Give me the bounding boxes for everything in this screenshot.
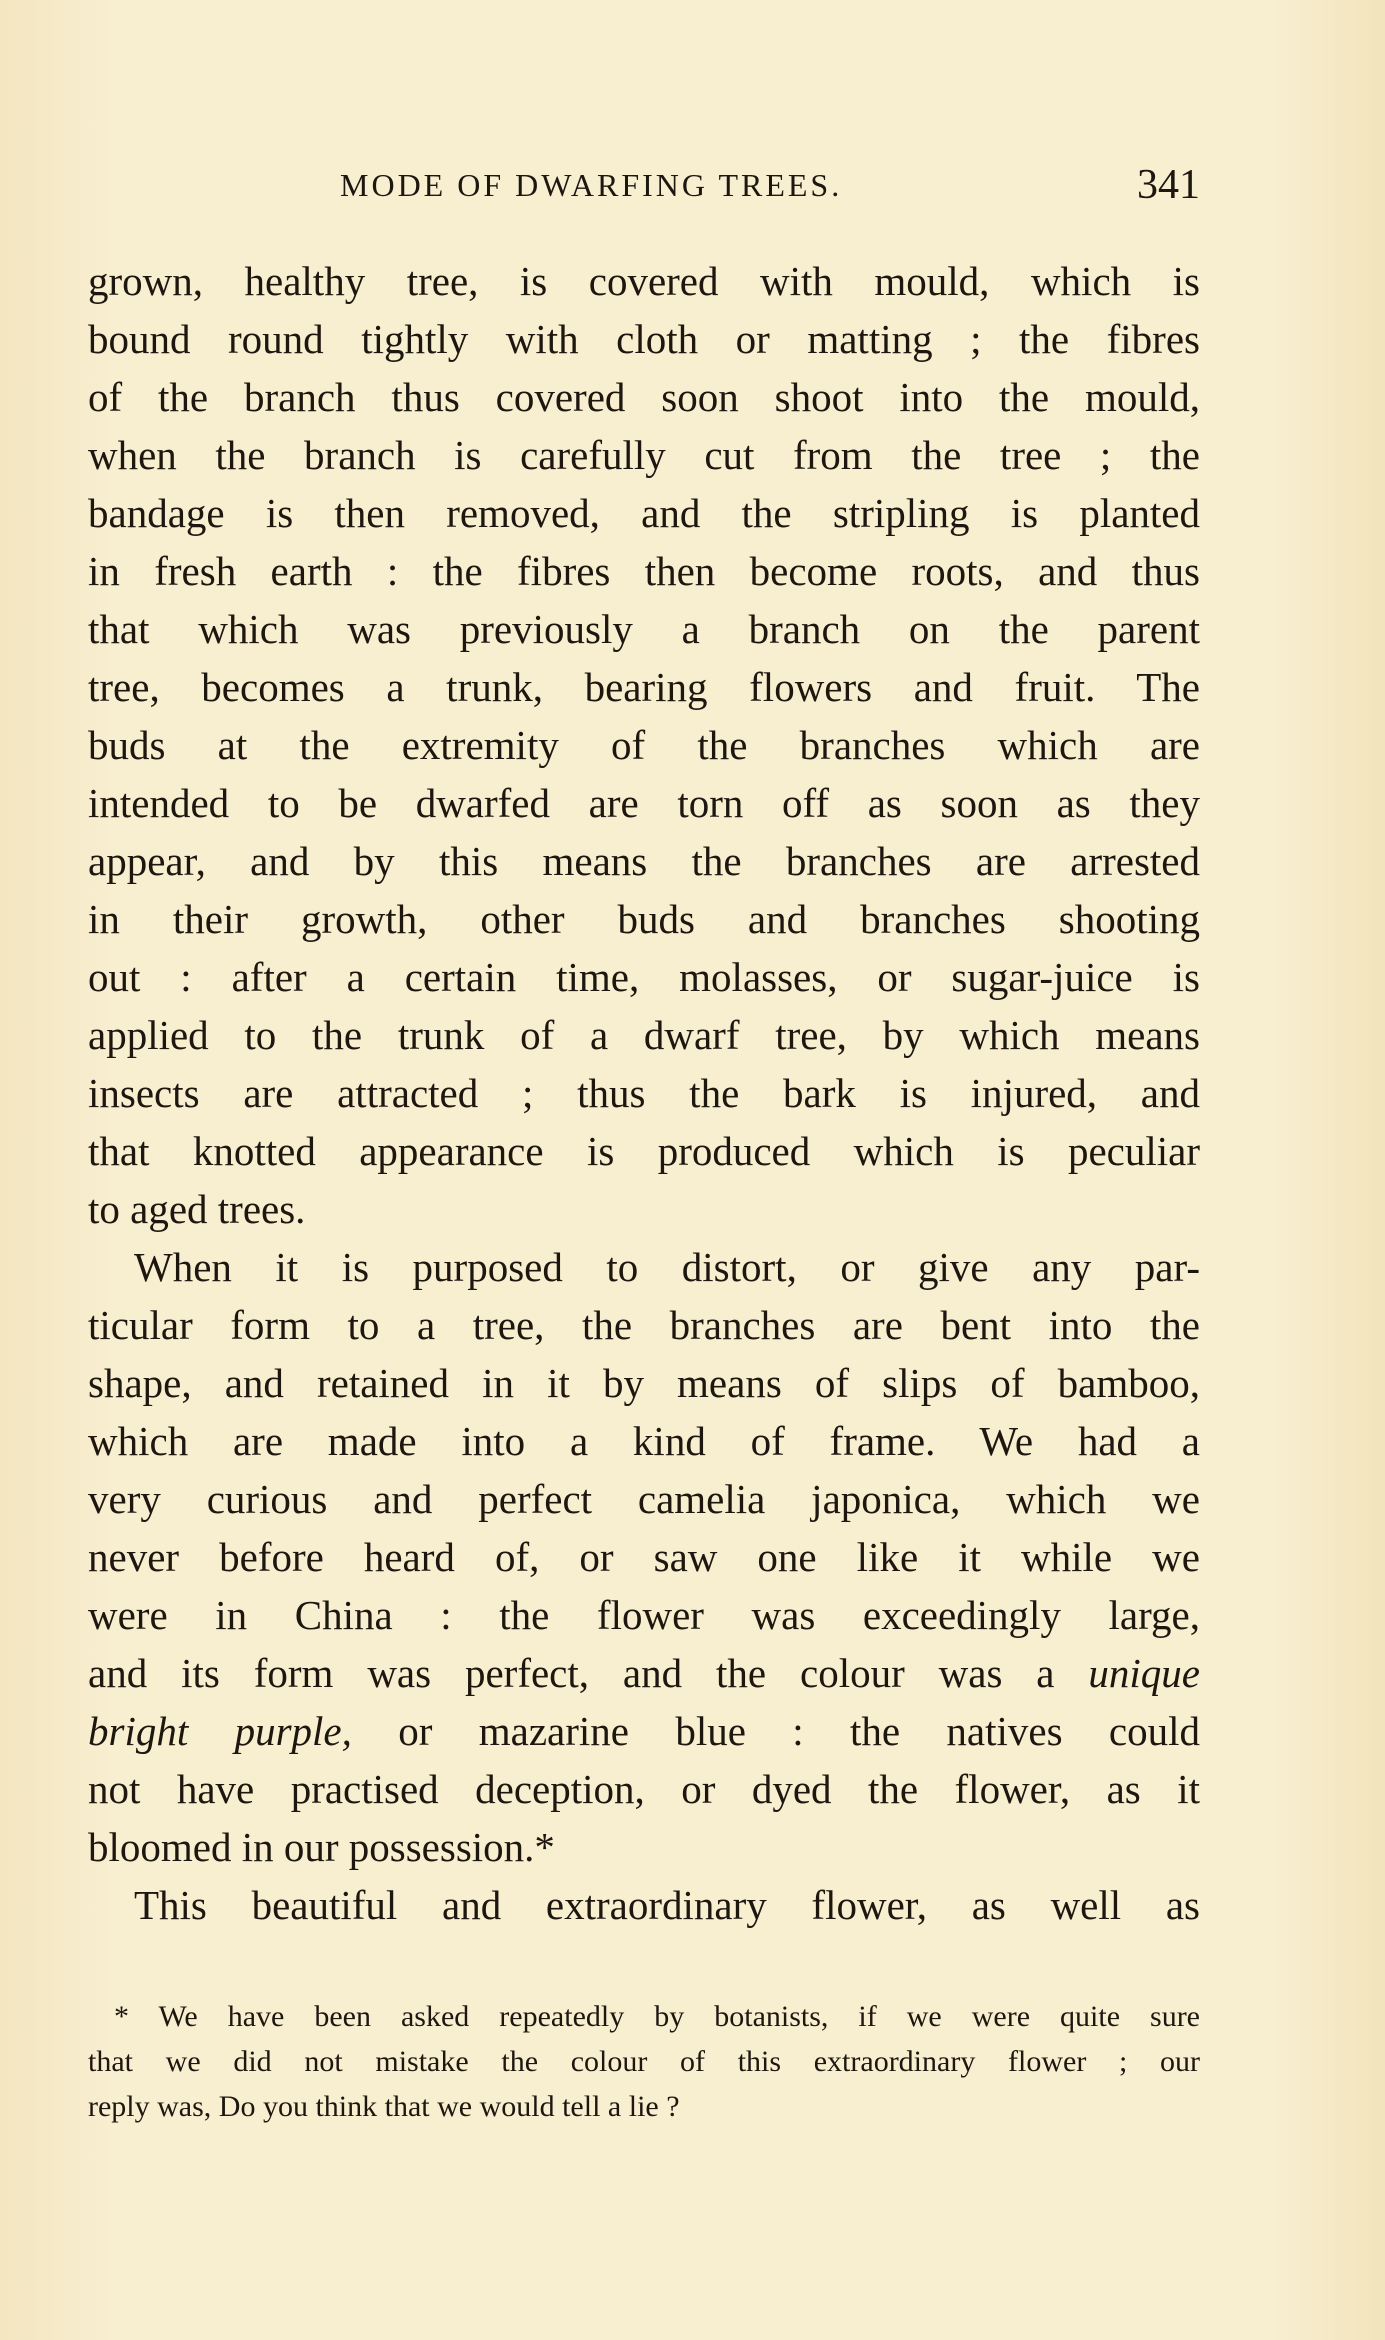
text-line: shape, and retained in it by means of slips of bamboo,	[88, 1360, 1200, 1406]
text-line: out : after a certain time, molasses, or sugar-juice is	[88, 954, 1200, 1000]
text-line	[88, 1702, 1200, 1760]
text-line: were in China : the flower was exceedingly large,	[88, 1592, 1200, 1638]
text-segment: or mazarine blue : the natives could	[398, 1708, 1201, 1754]
body-text	[88, 252, 1200, 1934]
paragraph-start-line: When it is purposed to distort, or give any par-	[134, 1244, 1200, 1290]
text-line: in fresh earth : the fibres then become roots, and thus	[88, 548, 1200, 594]
italic-text: unique	[1088, 1650, 1200, 1696]
text-line: bound round tightly with cloth or matting ; the fibres	[88, 316, 1200, 362]
footnote-line: * We have been asked repeatedly by botanists, if we were quite sure	[114, 2000, 1200, 2033]
running-head: MODE OF DWARFING TREES.	[340, 167, 843, 203]
text-segment: and its form was perfect, and the colour was a	[88, 1650, 1055, 1696]
text-line: to aged trees.	[88, 1186, 306, 1232]
page-number: 341	[1137, 162, 1200, 208]
italic-text: bright purple,	[88, 1708, 352, 1754]
text-line: of the branch thus covered soon shoot into the mould,	[88, 374, 1200, 420]
text-line: very curious and perfect camelia japonica, which we	[88, 1476, 1200, 1522]
footnote-line: reply was, Do you think that we would tell a lie ?	[88, 2090, 680, 2123]
text-line: bloomed in our possession.*	[88, 1824, 555, 1870]
text-line: when the branch is carefully cut from the tree ; the	[88, 432, 1200, 478]
text-line: never before heard of, or saw one like it while we	[88, 1534, 1200, 1580]
footnote-line: that we did not mistake the colour of this extraordinary flower ; our	[88, 2045, 1200, 2078]
text-line: buds at the extremity of the branches which are	[88, 722, 1200, 768]
text-line: intended to be dwarfed are torn off as soon as they	[88, 780, 1200, 826]
text-line: bandage is then removed, and the stripling is planted	[88, 490, 1200, 536]
text-line: not have practised deception, or dyed the flower, as it	[88, 1766, 1200, 1812]
text-line: ticular form to a tree, the branches are bent into the	[88, 1302, 1200, 1348]
text-line	[88, 1644, 1200, 1702]
text-line: tree, becomes a trunk, bearing flowers and fruit. The	[88, 664, 1200, 710]
page-header	[340, 160, 1200, 210]
text-line: that knotted appearance is produced which is peculiar	[88, 1128, 1200, 1174]
footnote	[88, 1994, 1200, 2129]
text-line: in their growth, other buds and branches shooting	[88, 896, 1200, 942]
text-line: applied to the trunk of a dwarf tree, by which means	[88, 1012, 1200, 1058]
text-line: which are made into a kind of frame. We had a	[88, 1418, 1200, 1464]
text-line: appear, and by this means the branches are arrested	[88, 838, 1200, 884]
text-line: grown, healthy tree, is covered with mould, which is	[88, 258, 1200, 304]
text-line: that which was previously a branch on the parent	[88, 606, 1200, 652]
paragraph-start-line: This beautiful and extraordinary flower, as well as	[134, 1882, 1200, 1928]
text-line: insects are attracted ; thus the bark is injured, and	[88, 1070, 1200, 1116]
